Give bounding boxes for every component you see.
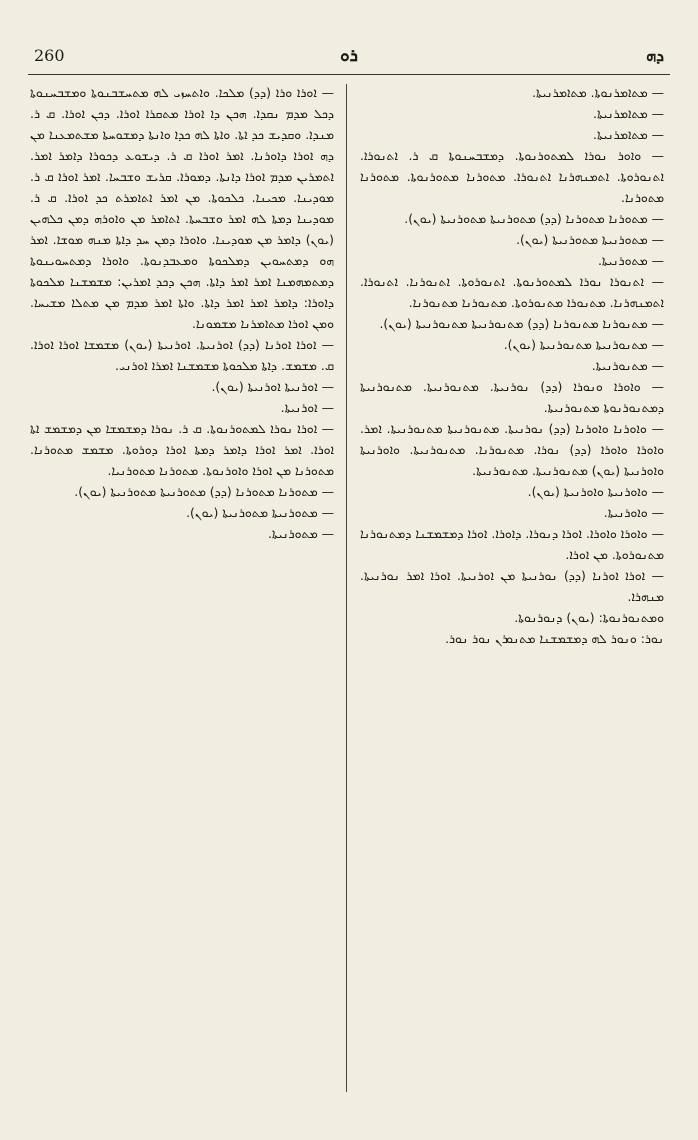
header-rule (28, 74, 670, 75)
entry: — ܡܬܘܪܢܝܬܐ. (267, 526, 334, 541)
entry: — ܡܬܐܡܪܢܘܬܐ. ܡܬܐܡܪܢܝܬܐ. (532, 85, 664, 100)
column-divider (346, 84, 347, 1092)
entry: — ܐܘܪܐ ܐܘܪܢܐ (ܕܕ) ܐܘܪܢܝܬܐ. ܐܘܪܢܝܬܐ (ܝܘܢ) ܡܫܡܫܐ ܐܘܪܐ ܐܘܪܐ. ܩ. ܡܫܡܫ. ܕܐܬܐ ܡܠܟܘܬܐ ܡܫܡܫܢܐ ܐܡܪܐ ܐܘܪܢܝ. (30, 337, 334, 373)
header-guide-word: ܕܗ (646, 46, 664, 65)
running-title: ܪܘ (340, 46, 358, 66)
page-header (34, 46, 664, 70)
entry: — ܡܬܘܪܢܐ ܡܬܘܪܢܐ (ܕܕ) ܡܬܘܪܢܝܬܐ ܡܬܘܪܢܝܬܐ (ܝܘܢ). (404, 211, 664, 226)
left-column (30, 82, 334, 1102)
entry: — ܐܘܪܐ ܢܘܪܐ ܠܡܬܘܪܢܘܬܐ. ܩ ܪ. ܢܘܪܐ ܕܡܫܡܫܐ ܡܢ ܕܡܫܡܫ ܐܬܐ ܐܘܪܐ. ܐܡܪ ܐܘܪܐ ܕܐܡܪ ܕܡܬܐ ܐܘܪܐ ܕܘܪܘܬܐ. ܡܫܡܫ ܡܬܘܪܢܐ. ܡܬܘܪܢܐ ܡܢ ܐܘܪܐ ܘܐܘܪܢܘܬܐ. ܡܬܘܪܢܐ ܡܬܘܪܢܝܐ. (30, 421, 334, 478)
entry: — ܡܬܘܪܢܝܬܐ. (597, 253, 664, 268)
right-column (360, 82, 664, 1102)
entry-heading: ܘܡܬܢܘܪܢܘܬܐ: (ܝܘܢ) ܕܢܘܪܢܘܬܐ. (514, 610, 664, 625)
entry: — ܡܬܢܘܪܢܝܬܐ ܡܬܢܘܪܢܝܬܐ (ܝܘܢ). (503, 337, 664, 352)
entry: — ܘܐܘܪ ܢܘܪܐ ܠܡܬܘܪܢܘܬܐ. ܕܡܫܒܚܢܘܬܐ ܩ ܪ. ܐܬܢܘܪܐ. ܐܬܢܘܪܘܬܐ. ܐܬܡܢܗܪܢܐ ܐܬܢܘܪܐ. ܡܬܘܪܢܐ ܡܬܘܪܢܘܬܐ. ܡܬܘܪܢܐ ܡܬܘܪܢܐ. (360, 148, 664, 205)
entry: — ܡܬܐܡܪܢܝܬܐ. (593, 106, 664, 121)
entry: — ܐܘܪܢܝܬܐ ܐܘܪܢܝܬܐ (ܝܘܢ). (211, 379, 334, 394)
entry: — ܡܬܘܪܢܝܬܐ ܡܬܘܪܢܝܬܐ (ܝܘܢ). (186, 505, 334, 520)
entry: — ܐܘܪܐ ܐܘܪܢܐ (ܕܕ) ܢܘܪܢܝܬܐ ܡܢ ܐܘܪܢܝܬܐ. ܐܘܪܐ ܐܡܪ ܢܘܪܢܝܬܐ. ܡܢܗܪܐ. (360, 568, 664, 604)
entry: — ܐܘܪܐ ܘܪܐ (ܕܕ) ܡܠܟܐ. ܘܐܬܚܙܝ ܠܗ ܡܬܚܫܒܢܘܬܐ ܘܡܫܒܚܢܘܬܐ ܕܟܠ ܡܕܡ ܢܩܕܐ. ܗܟܢ ܕܐ ܐܘܪܐ ܡܬܩܪܐ ܐܘܪܐ. ܕܟܢ ܐܘܪܐ. ܩ ܪ. ܡܢܕܐ. ܘܩܕܝܫ ܟܕ ܐܬܐ. ܘܐܬܐ ܠܗ ܟܕܐ ܘܐܢܬܐ ܕܡܫܘܚܬܐ ܡܫܬܡܥܢܐ ܡܢ ܕܗ ܐܘܪܐ ܕܐܘܪܢܐ. ܐܡܪ ܐܘܪܐ ܩ ܪ. ܕܝܫܘܥ ܕܟܘܪܐ ܕܐܡܪ ܐܡܪ. ܐܬܡܪܝܢ ܡܕܡ ܐܘܪܐ ܕܐܢܬܐ. ܕܡܘܪܐ. ܩܪܝܫ ܘܫܒܚܐ. ܐܡܪ ܐܘܪܐ ܩ ܪ. ܡܘܕܝܢܐ. ܡܟܝܢܐ. ܟܠܟܘܬܐ. ܡܢ ܐܡܪ ܐܬܐܡܪܬ ܟܕ ܐܘܪܐ. ܩ ܪ. ܡܘܕܝܢܐ ܕܡܬܐ ܠܗ ܐܡܪ ܘܫܒܚܬܐ. ܐܬܐܡܪ ܡܢ ܘܐܘܪܗ ܕܡܢ ܟܠܗܝܢ (ܝܘܢ) ܕܐܡܪ ܡܢ ܡܘܕܝܢܐ. ܘܐܘܪܐ ܕܡܢ ܚܕ ܕܐܬܐ ܡܢܗ ܡܘܫܐ. ܐܡܪ ܗܘ ܕܡܬܚܘܝܢ ܕܡܠܟܘܬܐ ܘܡܥܒܕܢܘܬܐ. ܘܐܘܪܐ ܕܡܬܚܘܝܢܘܬܐ ܕܡܬܡܗܡܢܐ ܐܡܪ ܐܡܪ ܕܐܬܐ. ܗܟܢ ܕܟܕ ܐܡܪܝܢ: ܡܫܡܫܢܐ ܡܠܟܘܬܐ ܕܐܘܪܐ: ܕܐܡܪ ܐܡܪ ܐܡܪ ܕܐܬܐ. ܘܐܬܐ ܐܡܪ ܡܕܡ ܡܢ ܡܬܠܐ ܡܫܝܚܐ. ܘܡܢ ܐܘܪܐ ܡܬܐܡܪܢܐ ܡܫܡܘܢܐ. (30, 85, 334, 331)
entry: — ܐܘܪܢܝܬܐ. (280, 400, 334, 415)
entry: — ܡܬܘܪܢܝܬܐ ܡܬܘܪܢܝܬܐ (ܝܘܢ). (516, 232, 664, 247)
entry: — ܘܐܘܪܐ ܘܢܘܪܐ (ܕܕ) ܢܘܪܢܝܬܐ. ܡܬܢܘܪܢܝܬܐ. ܡܬܢܘܪܢܝܬܐ ܕܡܬܢܘܪܢܘܬܐ ܡܬܢܘܪܢܝܬܐ. (360, 379, 664, 415)
entry: — ܡܬܐܡܪܢܝܬܐ. (593, 127, 664, 142)
entry: — ܘܐܘܪܢܐ ܘܐܘܪܢܐ (ܕܕ) ܢܘܪܢܝܬܐ. ܡܬܢܘܪܢܝܬܐ ܡܬܢܘܪܢܝܬܐ. ܐܡܪ. ܘܐܘܪܐ ܘܐܘܪܐ (ܕܕ) ܢܘܪܐ. ܡܬܢܘܪܢܐ. ܡܬܢܘܪܢܝܬܐ. ܘܐܘܪܢܝܬܐ ܘܐܘܪܢܝܬܐ (ܝܘܢ) ܡܬܢܘܪܢܝܬܐ. ܡܬܢܘܪܢܝܬܐ. (360, 421, 664, 478)
entry: — ܘܐܘܪܐ ܘܐܘܪܐ. ܐܘܪܐ ܕܢܘܪܐ. ܕܐܘܪܐ. ܐܘܪܐ ܕܡܫܡܫܢܐ ܕܡܬܢܘܪܢܐ ܡܬܢܘܪܘܬܐ. ܡܢ ܐܘܪܐ. (360, 526, 664, 562)
entry: — ܐܬܢܘܪܐ ܢܘܪܐ ܠܡܬܘܪܢܘܬܐ. ܐܬܢܘܪܘܬܐ. ܐܬܢܘܪܢܐ. ܐܬܢܘܪܐ. ܐܬܡܢܗܪܢܐ. ܡܬܢܘܪܐ ܡܬܢܘܪܘܬܐ. ܡܬܢܘܪܢܐ ܡܬܢܘܪܢܐ. (360, 274, 664, 310)
entry: — ܘܐܘܪܢܝܬܐ ܘܐܘܪܢܝܬܐ (ܝܘܢ). (527, 484, 664, 499)
entry-heading: ܢܘܪ: ܘܢܘܪ ܠܗ ܕܡܫܡܫܢܐ ܡܬܢܘܪܢ ܢܘܪ ܢܘܪ. (445, 631, 664, 646)
entry: — ܡܬܢܘܪܢܐ ܡܬܢܘܪܢܐ (ܕܕ) ܡܬܢܘܪܢܝܬܐ ܡܬܢܘܪܢܝܬܐ (ܝܘܢ). (379, 316, 664, 331)
entry: — ܡܬܢܘܪܢܝܬܐ. (591, 358, 664, 373)
entry: — ܘܐܘܪܢܝܬܐ. (603, 505, 664, 520)
page-number: 260 (34, 46, 65, 65)
entry: — ܡܬܘܪܢܐ ܡܬܘܪܢܐ (ܕܕ) ܡܬܘܪܢܝܬܐ ܡܬܘܪܢܝܬܐ (ܝܘܢ). (74, 484, 334, 499)
